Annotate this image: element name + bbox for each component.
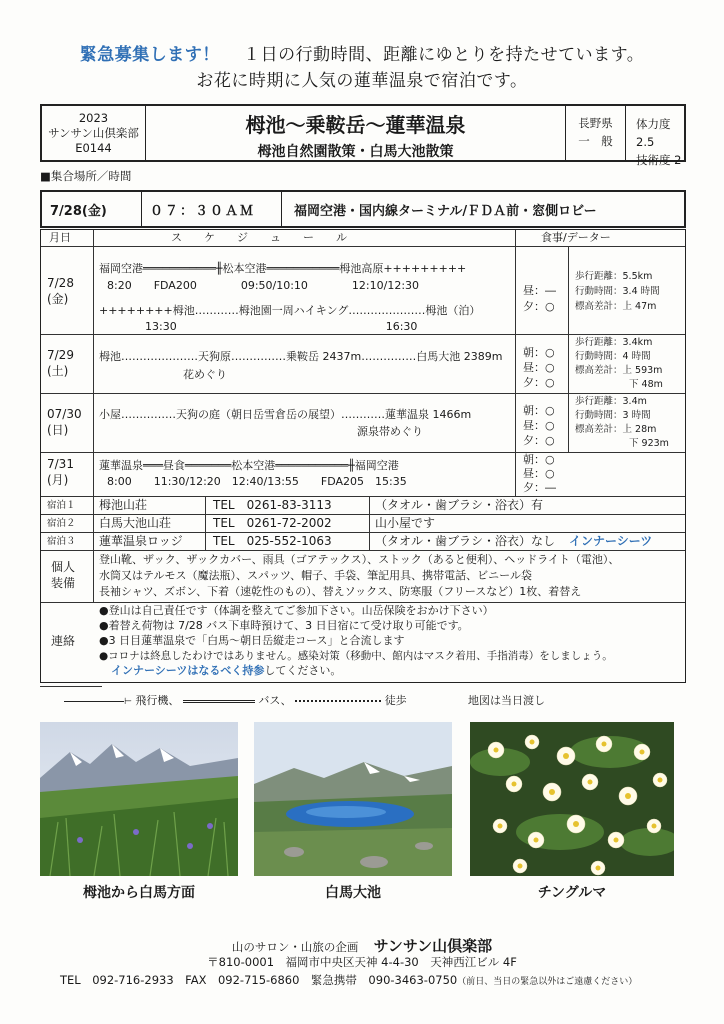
stamina-level: 体力度 2.5 bbox=[636, 117, 671, 149]
day2-meal-breakfast: 朝：○ bbox=[523, 346, 555, 359]
day3-meal-lunch: 昼：○ bbox=[523, 419, 555, 432]
day3-elevation-down: 下 923m bbox=[629, 438, 669, 449]
lodging1-note: （タオル・歯ブラシ・浴衣）有 bbox=[375, 498, 544, 512]
col-date: 月日 bbox=[49, 231, 71, 244]
club-name: サンサン山倶楽部 bbox=[48, 126, 139, 140]
caption-tsugaike-view: 栂池から白馬方面 bbox=[83, 885, 195, 901]
caption-chingurima: チングルマ bbox=[537, 885, 607, 901]
photo-hakuba-oike bbox=[254, 722, 452, 876]
lodging3-note: （タオル・歯ブラシ・浴衣）なし bbox=[375, 534, 556, 548]
legend-plane: 飛行機、 bbox=[135, 694, 180, 707]
meeting-time: ０７：３０ＡＭ bbox=[142, 192, 282, 226]
trip-code: E0144 bbox=[75, 141, 112, 155]
day2-dow: (土) bbox=[47, 364, 69, 378]
lodging2-note: 山小屋です bbox=[375, 516, 436, 530]
contact-line-1: ●登山は自己責任です（体調を整えてご参加下さい。山岳保険をおかけ下さい） bbox=[99, 604, 494, 617]
equipment-label-1: 個人 bbox=[51, 560, 76, 574]
photo-tsugaike-view bbox=[40, 722, 238, 876]
title-box bbox=[40, 104, 686, 167]
technique-level: 技術度 2 bbox=[636, 153, 682, 167]
footer-club-name: サンサン山倶楽部 bbox=[373, 937, 493, 955]
day2-elevation-down: 下 48m bbox=[629, 379, 663, 390]
day4-meal-breakfast: 朝：○ bbox=[523, 453, 555, 466]
equipment-line-2: 水筒又はテルモス（魔法瓶）、スパッツ、帽子、手袋、筆記用具、携帯電話、ビニール袋 bbox=[99, 569, 532, 582]
lodging2-label: 宿泊２ bbox=[47, 518, 76, 529]
meeting-place: 福岡空港・国内線ターミナル/ＦＤＡ前・窓側ロビー bbox=[294, 203, 597, 219]
day3-note: 源泉帯めぐり bbox=[357, 425, 423, 438]
day2-duration: 行動時間：4 時間 bbox=[575, 351, 651, 362]
contact-line-5-rest: してください。 bbox=[264, 664, 342, 677]
day2-meal-dinner: 夕：○ bbox=[523, 376, 555, 389]
difficulty bbox=[626, 106, 684, 167]
meeting-label: ■集合場所／時間 bbox=[40, 169, 132, 183]
day3-dow: (日) bbox=[47, 423, 69, 437]
day4-meal-dinner: 夕：― bbox=[523, 481, 556, 494]
day3-elevation-up: 標高差計：上 28m bbox=[575, 424, 657, 435]
meeting-box bbox=[40, 190, 686, 228]
lodging1-name: 栂池山荘 bbox=[99, 498, 148, 512]
lodging3-label: 宿泊３ bbox=[47, 536, 76, 547]
equipment-label-2: 装備 bbox=[51, 576, 76, 590]
lodging2-tel: TEL 0261-72-2002 bbox=[213, 516, 332, 530]
day1-dow: (金) bbox=[47, 292, 69, 306]
day2-date: 7/29 bbox=[47, 348, 74, 362]
contact-line-4: ●コロナは終息したわけではありません。感染対策（移動中、館内はマスク着用、手指消毒）をしましょう。 bbox=[99, 650, 613, 662]
trip-title: 栂池～乗鞍岳～蓮華温泉 bbox=[245, 113, 466, 137]
legend-bus: バス、 bbox=[258, 694, 292, 707]
photo-chingurima bbox=[470, 722, 674, 876]
area-grade bbox=[566, 106, 626, 160]
footer-salon: 山のサロン・山旅の企画 bbox=[231, 940, 359, 954]
legend: ⊢ 飛行機、 バス、 徒歩 bbox=[64, 692, 407, 708]
footer-address: 〒810-0001 福岡市中央区天神 4-4-30 天神西江ビル 4F bbox=[207, 955, 517, 969]
day3-meal-dinner: 夕：○ bbox=[523, 434, 555, 447]
day3-meal-breakfast: 朝：○ bbox=[523, 404, 555, 417]
day4-date: 7/31 bbox=[47, 457, 74, 471]
col-meal: 食事/データー bbox=[541, 231, 611, 244]
club-year: 2023 bbox=[78, 111, 109, 125]
day1-times2: 13:30 16:30 bbox=[145, 320, 418, 333]
footer-phones bbox=[60, 972, 637, 988]
lodging3-tel: TEL 025-552-1063 bbox=[213, 534, 332, 548]
day2-elevation-up: 標高差計：上 593m bbox=[575, 365, 663, 376]
prefecture: 長野県 bbox=[578, 116, 613, 130]
day2-route: 栂池…………………天狗原……………乗鞍岳 2437m……………白馬大池 2389m bbox=[99, 350, 503, 363]
day4-route: 蓮華温泉═══昼食═══════松本空港═══════════╫福岡空港 bbox=[99, 459, 399, 472]
contact-label: 連絡 bbox=[51, 634, 76, 648]
day3-date: 07/30 bbox=[47, 407, 82, 421]
day1-times1: 8:20 FDA200 09:50/10:10 12:10/12:30 bbox=[107, 279, 420, 292]
day1-route1: 福岡空港═══════════╫松本空港═══════════栂池高原+++++++++ bbox=[99, 262, 467, 275]
legend-walk: 徒歩 bbox=[384, 694, 407, 707]
day1-distance: 歩行距離：5.5km bbox=[575, 271, 653, 282]
meeting-date: 7/28(金) bbox=[42, 192, 142, 226]
day3-route: 小屋……………天狗の庭（朝日岳雪倉岳の展望）…………蓮華温泉 1466m bbox=[99, 408, 472, 421]
header-line-1 bbox=[0, 40, 724, 65]
schedule-table bbox=[40, 229, 686, 683]
map-note: 地図は当日渡し bbox=[468, 694, 545, 707]
lodging2-name: 白馬大池山荘 bbox=[99, 516, 172, 530]
lodging1-label: 宿泊１ bbox=[47, 500, 76, 511]
footer-org bbox=[0, 935, 724, 956]
day4-dow: (月) bbox=[47, 473, 69, 487]
footer-phone-note: （前日、当日の緊急以外はご遠慮ください） bbox=[457, 977, 638, 987]
day1-date: 7/28 bbox=[47, 276, 74, 290]
header-line-1-text: １日の行動時間、距離にゆとりを持たせています。 bbox=[243, 45, 645, 65]
day4-times: 8:00 11:30/12:20 12:40/13:55 FDA205 15:35 bbox=[107, 475, 407, 488]
day4-meal-lunch: 昼：○ bbox=[523, 467, 555, 480]
day1-elevation: 標高差計：上 47m bbox=[575, 301, 657, 312]
col-schedule: ス ケ ジ ュ ー ル bbox=[171, 231, 347, 244]
day3-distance: 歩行距離：3.4m bbox=[575, 396, 647, 407]
day1-meal-dinner: 夕：○ bbox=[523, 300, 555, 313]
inner-sheet-note: インナーシーツはなるべく持参 bbox=[111, 664, 265, 677]
day2-note: 花めぐり bbox=[183, 368, 227, 381]
lodging3-extra: インナーシーツ bbox=[569, 534, 653, 548]
equipment-line-1: 登山靴、ザック、ザックカバー、雨具（ゴアテックス）、ストック（あると便利）、ヘッドライト（電池）、 bbox=[99, 553, 620, 566]
caption-hakuba-oike: 白馬大池 bbox=[325, 885, 381, 901]
day2-meal-lunch: 昼：○ bbox=[523, 361, 555, 374]
club-info bbox=[42, 106, 146, 160]
lodging3-name: 蓮華温泉ロッジ bbox=[99, 534, 183, 548]
day3-duration: 行動時間：3 時間 bbox=[575, 410, 651, 421]
footer-phone-numbers: TEL 092-716-2933 FAX 092-715-6860 緊急携帯 090-3463-0750 bbox=[60, 973, 458, 987]
day1-duration: 行動時間：3.4 時間 bbox=[575, 286, 660, 297]
urgent-recruitment: 緊急募集します！ bbox=[79, 45, 220, 65]
contact-line-2: ●着替え荷物は 7/28 バス下車時預けて、3 日目宿にて受け取り可能です。 bbox=[99, 619, 469, 632]
trip-title-block bbox=[146, 106, 566, 160]
day2-distance: 歩行距離：3.4km bbox=[575, 337, 653, 348]
header-line-2: お花に時期に人気の蓮華温泉で宿泊です。 bbox=[196, 71, 528, 91]
day1-route2: ++++++++栂池…………栂池園一周ハイキング…………………栂池（泊） bbox=[99, 304, 481, 317]
contact-line-5 bbox=[111, 664, 341, 678]
grade: 一 般 bbox=[578, 134, 613, 148]
lodging1-tel: TEL 0261-83-3113 bbox=[213, 498, 332, 512]
trip-subtitle: 栂池自然園散策・白馬大池散策 bbox=[257, 144, 454, 160]
equipment-line-3: 長袖シャツ、ズボン、下着（速乾性のもの）、替えソックス、防寒服（フリースなど）1枚、着替え bbox=[99, 585, 582, 598]
contact-line-3: ●3 日目蓮華温泉で「白馬～朝日岳縦走コース」と合流します bbox=[99, 634, 405, 647]
day1-meal-lunch: 昼：― bbox=[523, 284, 556, 297]
